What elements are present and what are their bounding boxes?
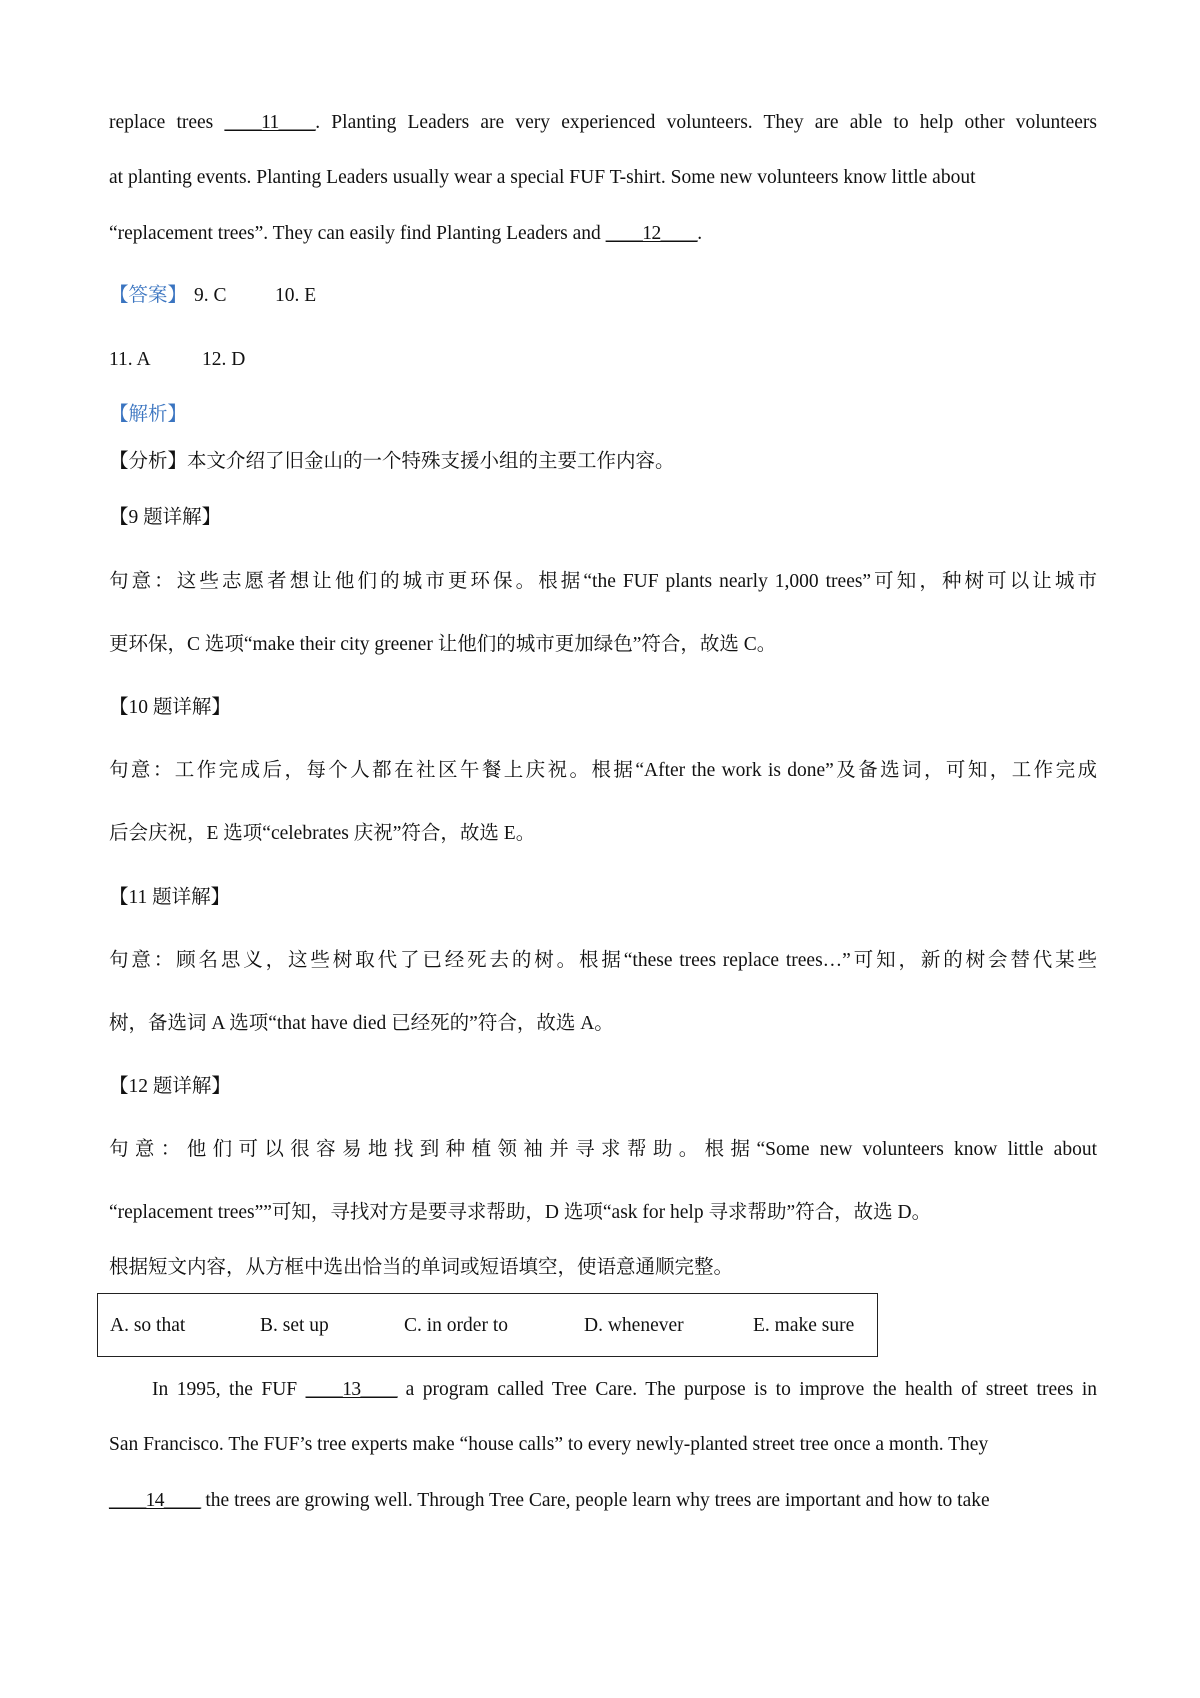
passage-text: . Planting Leaders are very experienced volunteers. They are able to help other volunteers: [315, 112, 1098, 133]
answer-label: 【答案】: [109, 285, 188, 306]
detail-heading: 【10 题详解】: [109, 697, 231, 718]
passage-line: [109, 108, 1097, 138]
instruction-text: 根据短文内容，从方框中选出恰当的单词或短语填空，使语意通顺完整。: [109, 1257, 734, 1278]
option-item: C. in order to: [404, 1315, 508, 1336]
options-box: [97, 1293, 878, 1357]
answer-item: 10. E: [275, 285, 317, 306]
option-item: D. whenever: [584, 1315, 684, 1336]
passage-line: [152, 1375, 1097, 1405]
passage-line: [109, 219, 1097, 249]
passage-text: the trees are growing well. Through Tree Care, people learn why trees are important and how to take: [200, 1490, 990, 1511]
detail-line: 句意：工作完成后，每个人都在社区午餐上庆祝。根据“After the work is done”及备选词，可知，工作完成: [109, 760, 1097, 781]
detail-line: 树，备选词 A 选项“that have died 已经死的”符合，故选 A。: [109, 1013, 614, 1034]
detail-heading: 【12 题详解】: [109, 1076, 231, 1097]
passage-text: replace trees: [109, 112, 225, 133]
blank-13: ____13____: [305, 1379, 398, 1400]
analysis-label: 【解析】: [109, 404, 188, 425]
option-item: B. set up: [260, 1315, 329, 1336]
blank-11: ____11____: [224, 112, 316, 133]
option-item: E. make sure: [753, 1315, 855, 1336]
detail-line: 句意：这些志愿者想让他们的城市更环保。根据“the FUF plants nearly 1,000 trees”可知，种树可以让城市: [109, 571, 1097, 592]
answer-item: 12. D: [202, 349, 246, 370]
passage-text: .: [697, 223, 703, 244]
passage-text: In 1995, the FUF: [152, 1379, 306, 1400]
detail-heading: 【11 题详解】: [109, 887, 231, 908]
passage-line: at planting events. Planting Leaders usually wear a special FUF T-shirt. Some new volunteers know little about: [109, 167, 976, 188]
detail-line: 更环保，C 选项“make their city greener 让他们的城市更加绿色”符合，故选 C。: [109, 634, 777, 655]
passage-text: a program called Tree Care. The purpose is to improve the health of street trees in: [397, 1379, 1098, 1400]
blank-12: ____12____: [605, 223, 698, 244]
detail-line: 句意：他们可以很容易地找到种植领袖并寻求帮助。根据“Some new volunteers know little about: [109, 1139, 1097, 1160]
answer-item: 9. C: [194, 285, 227, 306]
detail-line: 句意：顾名思义，这些树取代了已经死去的树。根据“these trees replace trees…”可知，新的树会替代某些: [109, 950, 1097, 971]
analysis-summary: 【分析】本文介绍了旧金山的一个特殊支援小组的主要工作内容。: [109, 451, 675, 472]
passage-line: San Francisco. The FUF’s tree experts make “house calls” to every newly-planted street tree once a month. They: [109, 1434, 989, 1455]
detail-line: 后会庆祝，E 选项“celebrates 庆祝”符合，故选 E。: [109, 823, 536, 844]
passage-text: “replacement trees”. They can easily find Planting Leaders and: [109, 223, 606, 244]
detail-line: “replacement trees””可知，寻找对方是要寻求帮助，D 选项“ask for help 寻求帮助”符合，故选 D。: [109, 1202, 932, 1223]
blank-14: ____14____: [109, 1490, 201, 1511]
passage-line: [109, 1486, 1097, 1516]
detail-heading: 【9 题详解】: [109, 507, 222, 528]
answer-item: 11. A: [109, 349, 151, 370]
option-item: A. so that: [110, 1315, 186, 1336]
